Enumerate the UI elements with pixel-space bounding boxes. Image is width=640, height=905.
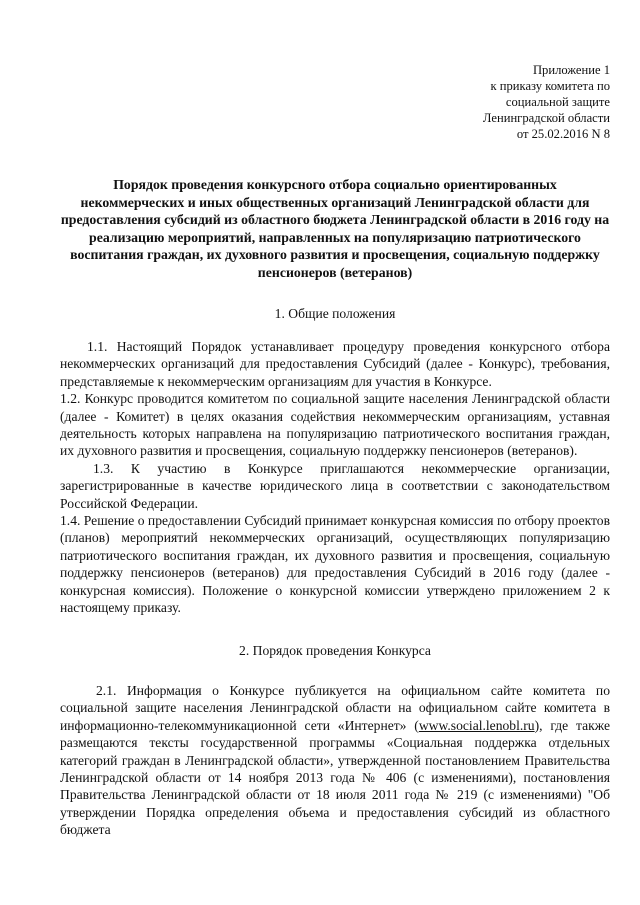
website-link[interactable]: www.social.lenobl.ru [418,717,535,733]
appendix-line: Ленинградской области [482,111,610,125]
section-heading-general: 1. Общие положения [274,305,396,321]
section-heading-procedure: 2. Порядок проведения Конкурса [239,643,431,659]
appendix-line: к приказу комитета по [490,79,610,93]
paragraph-2-1 [60,682,610,839]
document-title: Порядок проведения конкурсного отбора социально ориентированных некоммерческих и иных общественных организаций Ленинградской области для предоставления субсидий из областного бюджета Ленинградской области в 2016 году на реализацию мероприятий, направленных на популяризацию патриотического воспитания граждан, их духовного развития и просвещения, социальную поддержку пенсионеров (ветеранов) [60,177,610,280]
appendix-line: социальной защите [505,95,610,109]
appendix-line: от 25.02.2016 N 8 [516,127,610,141]
paragraph-1-4: 1.4. Решение о предоставлении Субсидий принимает конкурсная комиссия по отбору проектов (планов) мероприятий некоммерческих организаций, осуществляющих популяризацию патриотического воспитания граждан, их духовного развития и просвещения, социальную поддержку пенсионеров (ветеранов) для предоставления Субсидий в 2016 году (далее - конкурсная комиссия). Положение о конкурсной комиссии утверждено приложением 2 к настоящему приказу. [60,513,610,616]
paragraph-2-1-text-end: ), где также размещаются тексты государственной программы «Социальная поддержка отдельных категорий граждан в Ленинградской области», утвержденной постановлением Правительства Ленинградской области от 14 ноября 2013 года № 406 (с изменениями), постановления Правительства Ленинградской области от 18 июля 2011 года № 219 (с изменениями) "Об утверждении Порядка определения объема и предоставления субсидий из областного бюджета [60,717,611,838]
paragraph-1-2: 1.2. Конкурс проводится комитетом по социальной защите населения Ленинградской области (далее - Комитет) в целях оказания содействия некоммерческим организациям, уставная деятельность которых направлена на популяризацию патриотического воспитания граждан, их духовного развития и просвещения, социальную поддержку пенсионеров (ветеранов). [60,391,610,459]
paragraph-1-1: 1.1. Настоящий Порядок устанавливает процедуру проведения конкурсного отбора некоммерческих организаций для предоставления Субсидий (далее - Конкурс), требования, представляемые к некоммерческим организациям для участия в Конкурсе. [60,338,610,389]
paragraph-1-3: 1.3. К участию в Конкурсе приглашаются некоммерческие организации, зарегистрированные в качестве юридического лица в соответствии с законодательством Российской Федерации. [60,460,610,511]
appendix-line: Приложение 1 [532,63,610,77]
appendix-block [60,62,610,142]
paragraph-2-1-text-start: 2.1. Информация о Конкурсе публикуется на официальном сайте комитета по социальной защите населения Ленинградской области на официальном сайте комитета в информационно-телекоммуникационной сети «Интернет» ( [60,682,610,733]
